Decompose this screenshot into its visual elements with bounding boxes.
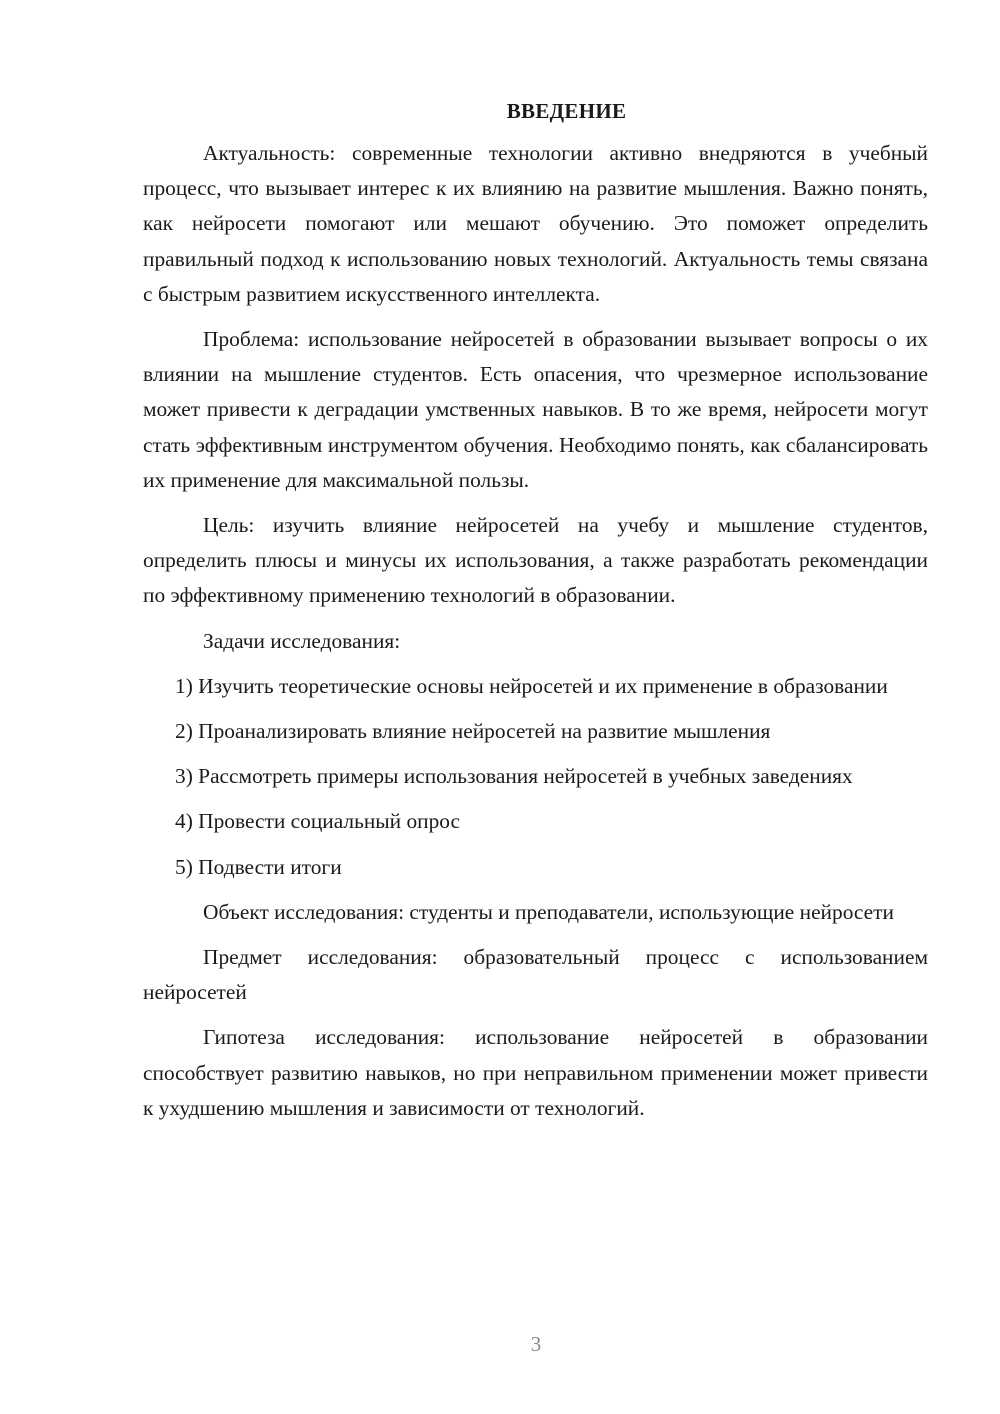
tasks-title: Задачи исследования:	[203, 628, 401, 653]
task-item-3: 3) Рассмотреть примеры использования нейросетей в учебных заведениях	[175, 764, 853, 789]
object-paragraph: Объект исследования: студенты и преподаватели, использующие нейросети	[203, 899, 894, 924]
task-item-2: 2) Проанализировать влияние нейросетей на развитие мышления	[175, 719, 771, 744]
document-page	[143, 95, 928, 1136]
task-item-5: 5) Подвести итоги	[175, 854, 342, 879]
relevance-paragraph: Актуальность: современные технологии активно внедряются в учебный процесс, что вызывает интерес к их влиянию на развитие мышления. Важно понять, как нейросети помогают или мешают обучению. Это поможет определить правильный подход к использованию новых технологий. Актуальность темы связана с быстрым развитием искусственного интеллекта.	[143, 141, 928, 306]
subject-paragraph: Предмет исследования: образовательный процесс с использованием нейросетей	[143, 945, 928, 1005]
task-item-1: 1) Изучить теоретические основы нейросетей и их применение в образовании	[175, 673, 888, 698]
page-number: 3	[530, 1332, 542, 1356]
task-item-4: 4) Провести социальный опрос	[175, 809, 461, 834]
hypothesis-paragraph: Гипотеза исследования: использование нейросетей в образовании способствует развитию навыков, но при неправильном применении может привести к ухудшению мышления и зависимости от технологий.	[143, 1025, 928, 1120]
problem-paragraph: Проблема: использование нейросетей в образовании вызывает вопросы о их влиянии на мышление студентов. Есть опасения, что чрезмерное использование может привести к деградации умственных навыков. В то же время, нейросети могут стать эффективным инструментом обучения. Необходимо понять, как сбалансировать их применение для максимальной пользы.	[143, 327, 928, 492]
section-heading: ВВЕДЕНИЕ	[506, 99, 627, 123]
goal-paragraph: Цель: изучить влияние нейросетей на учебу и мышление студентов, определить плюсы и минусы их использования, а также разработать рекомендации по эффективному применению технологий в образовании.	[143, 513, 928, 608]
tasks-list	[143, 669, 928, 885]
